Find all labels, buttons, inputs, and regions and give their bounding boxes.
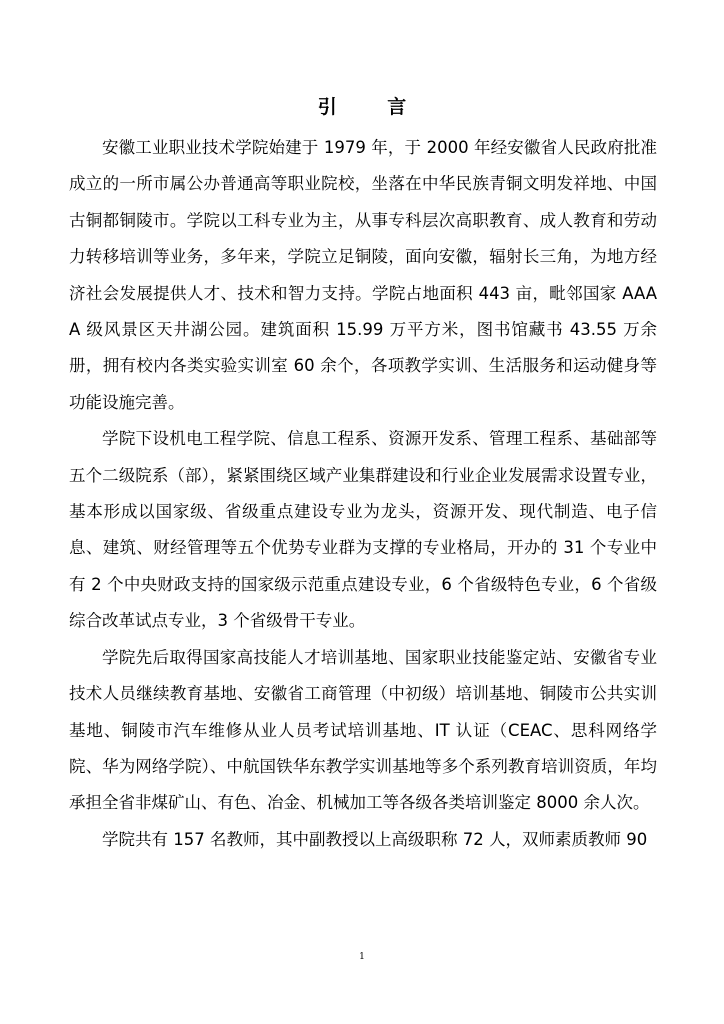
page-title: 引 言	[317, 96, 429, 118]
paragraph-intro: 安徽工业职业技术学院始建于 1979 年，于 2000 年经安徽省人民政府批准成立的一所市属公办普通高等职业院校，坐落在中华民族青铜文明发祥地、中国古铜都铜陵市。学院以工科专业为主，从事专科层次高职教育、成人教育和劳动力转移培训等业务，多年来，学院立足铜陵，面向安徽，辐射长三角，为地方经济社会发展提供人才、技术和智力支持。学院占地面积 443 亩，毗邻国家 AAAA 级风景区天井湖公园。建筑面积 15.99 万平方米，图书馆藏书 43.55 万余册，拥有校内各类实验实训室 60 余个，各项教学实训、生活服务和运动健身等功能设施完善。	[69, 138, 657, 412]
paragraph-faculty: 学院共有 157 名教师，其中副教授以上高级职称 72 人，双师素质教师 90	[102, 829, 648, 849]
document-body	[69, 130, 657, 858]
paragraph-departments: 学院下设机电工程学院、信息工程系、资源开发系、管理工程系、基础部等五个二级院系（部），紧紧围绕区域产业集群建设和行业企业发展需求设置专业，基本形成以国家级、省级重点建设专业为龙头，资源开发、现代制造、电子信息、建筑、财经管理等五个优势专业群为支撑的专业格局，开办的 31 个专业中有 2 个中央财政支持的国家级示范重点建设专业，6 个省级特色专业，6 个省级综合改革试点专业，3 个省级骨干专业。	[69, 429, 657, 631]
page-number: 1	[359, 952, 365, 962]
paragraph-qualifications: 学院先后取得国家高技能人才培训基地、国家职业技能鉴定站、安徽省专业技术人员继续教育基地、安徽省工商管理（中初级）培训基地、铜陵市公共实训基地、铜陵市汽车维修从业人员考试培训基地、IT 认证（CEAC、思科网络学院、华为网络学院）、中航国铁华东教学实训基地等多个系列教育培训资质，年均承担全省非煤矿山、有色、冶金、机械加工等各级各类培训鉴定 8000 余人次。	[69, 647, 657, 813]
